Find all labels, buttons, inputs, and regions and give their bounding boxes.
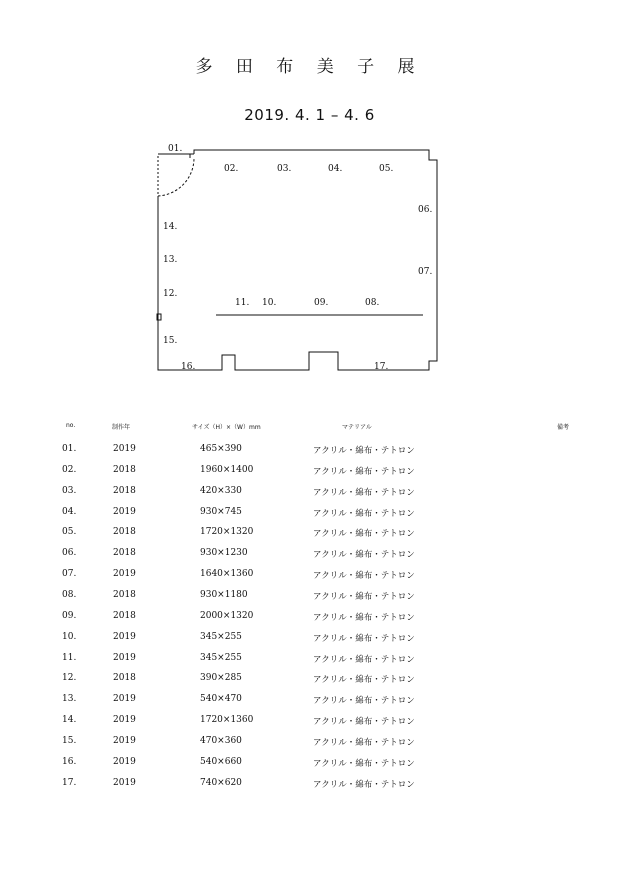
floor-label: 17. xyxy=(374,362,389,372)
cell-year: 2019 xyxy=(113,506,136,517)
cell-material: アクリル・綿布・テトロン xyxy=(313,446,415,456)
cell-material: アクリル・綿布・テトロン xyxy=(313,779,415,790)
floor-label: 15. xyxy=(163,336,178,346)
cell-year: 2019 xyxy=(113,715,136,726)
floor-label: 09. xyxy=(314,298,329,308)
cell-year: 2018 xyxy=(113,673,136,684)
floor-label: 13. xyxy=(163,255,178,265)
cell-size: 1720×1320 xyxy=(200,527,254,538)
cell-no: 04. xyxy=(62,506,77,517)
table-row xyxy=(0,673,619,687)
floor-label: 16. xyxy=(181,362,196,372)
header-size: サイズ（H）×（W）mm xyxy=(192,424,261,431)
cell-size: 540×470 xyxy=(200,694,242,705)
table-row xyxy=(0,590,619,604)
cell-size: 2000×1320 xyxy=(200,610,254,621)
cell-no: 06. xyxy=(62,548,77,559)
cell-material: アクリル・綿布・テトロン xyxy=(313,591,415,602)
floor-label: 14. xyxy=(163,222,178,232)
cell-size: 740×620 xyxy=(200,777,242,788)
cell-year: 2019 xyxy=(113,756,136,767)
cell-material: アクリル・綿布・テトロン xyxy=(313,487,415,498)
cell-year: 2019 xyxy=(113,694,136,705)
cell-size: 930×1180 xyxy=(200,589,248,600)
cell-no: 15. xyxy=(62,735,77,746)
table-row xyxy=(0,715,619,729)
cell-material: アクリル・綿布・テトロン xyxy=(313,758,415,769)
floor-label: 01. xyxy=(168,144,183,154)
cell-material: アクリル・綿布・テトロン xyxy=(313,612,415,623)
cell-year: 2018 xyxy=(113,485,136,496)
floor-label: 12. xyxy=(163,289,178,299)
cell-year: 2018 xyxy=(113,527,136,538)
cell-size: 345×255 xyxy=(200,652,242,663)
cell-no: 14. xyxy=(62,715,77,726)
cell-material: アクリル・綿布・テトロン xyxy=(313,675,415,686)
cell-size: 345×255 xyxy=(200,631,242,642)
table-row xyxy=(0,778,619,792)
floor-label: 02. xyxy=(224,164,239,174)
cell-no: 12. xyxy=(62,673,77,684)
cell-no: 02. xyxy=(62,464,77,475)
header-year: 制作年 xyxy=(112,424,131,431)
table-row xyxy=(0,736,619,750)
floor-label: 10. xyxy=(262,298,277,308)
cell-year: 2019 xyxy=(113,735,136,746)
cell-no: 03. xyxy=(62,485,77,496)
cell-material: アクリル・綿布・テトロン xyxy=(313,717,415,728)
floor-plan xyxy=(0,0,619,420)
cell-material: アクリル・綿布・テトロン xyxy=(313,633,415,644)
cell-no: 07. xyxy=(62,569,77,580)
cell-material: アクリル・綿布・テトロン xyxy=(313,654,415,665)
cell-material: アクリル・綿布・テトロン xyxy=(313,466,415,477)
cell-year: 2018 xyxy=(113,610,136,621)
table-row xyxy=(0,611,619,625)
floor-label: 06. xyxy=(418,205,433,215)
cell-size: 930×1230 xyxy=(200,548,248,559)
floor-label: 05. xyxy=(379,164,394,174)
cell-year: 2019 xyxy=(113,444,136,454)
cell-material: アクリル・綿布・テトロン xyxy=(313,571,415,582)
table-header xyxy=(0,422,619,434)
cell-no: 01. xyxy=(62,444,77,454)
cell-no: 13. xyxy=(62,694,77,705)
cell-material: アクリル・綿布・テトロン xyxy=(313,529,415,540)
table-row xyxy=(0,465,619,479)
table-row xyxy=(0,569,619,583)
exhibition-title: 多 田 布 美 子 展 xyxy=(195,57,424,77)
cell-no: 09. xyxy=(62,610,77,621)
cell-year: 2019 xyxy=(113,569,136,580)
table-row xyxy=(0,444,619,458)
table-row xyxy=(0,486,619,500)
table-row xyxy=(0,694,619,708)
cell-material: アクリル・綿布・テトロン xyxy=(313,550,415,561)
cell-year: 2019 xyxy=(113,777,136,788)
cell-year: 2019 xyxy=(113,631,136,642)
table-row xyxy=(0,548,619,562)
floor-label: 03. xyxy=(277,164,292,174)
cell-no: 11. xyxy=(62,652,77,663)
cell-material: アクリル・綿布・テトロン xyxy=(313,508,415,519)
cell-size: 390×285 xyxy=(200,673,242,684)
cell-size: 540×660 xyxy=(200,756,242,767)
cell-size: 1640×1360 xyxy=(200,569,254,580)
floor-plan-door-swing xyxy=(158,158,194,196)
table-row xyxy=(0,632,619,646)
cell-size: 930×745 xyxy=(200,506,242,517)
header-material: マテリアル xyxy=(342,424,372,431)
floor-label: 04. xyxy=(328,164,343,174)
table-row xyxy=(0,757,619,771)
exhibition-dates: 2019. 4. 1 – 4. 6 xyxy=(244,106,375,124)
cell-no: 17. xyxy=(62,777,77,788)
header-note: 備考 xyxy=(557,424,570,431)
cell-size: 465×390 xyxy=(200,444,242,454)
header-no: no. xyxy=(66,422,76,429)
floor-label: 08. xyxy=(365,298,380,308)
cell-material: アクリル・綿布・テトロン xyxy=(313,737,415,748)
cell-no: 10. xyxy=(62,631,77,642)
cell-year: 2018 xyxy=(113,464,136,475)
cell-year: 2018 xyxy=(113,548,136,559)
table-row xyxy=(0,653,619,667)
cell-no: 08. xyxy=(62,589,77,600)
cell-material: アクリル・綿布・テトロン xyxy=(313,696,415,707)
floor-label: 11. xyxy=(235,298,250,308)
floor-plan-wall-top xyxy=(158,150,437,370)
table-row xyxy=(0,527,619,541)
cell-size: 470×360 xyxy=(200,735,242,746)
cell-size: 420×330 xyxy=(200,485,242,496)
cell-year: 2018 xyxy=(113,589,136,600)
table-row xyxy=(0,507,619,521)
floor-label: 07. xyxy=(418,267,433,277)
cell-no: 05. xyxy=(62,527,77,538)
cell-year: 2019 xyxy=(113,652,136,663)
cell-size: 1720×1360 xyxy=(200,715,254,726)
cell-no: 16. xyxy=(62,756,77,767)
cell-size: 1960×1400 xyxy=(200,464,254,475)
